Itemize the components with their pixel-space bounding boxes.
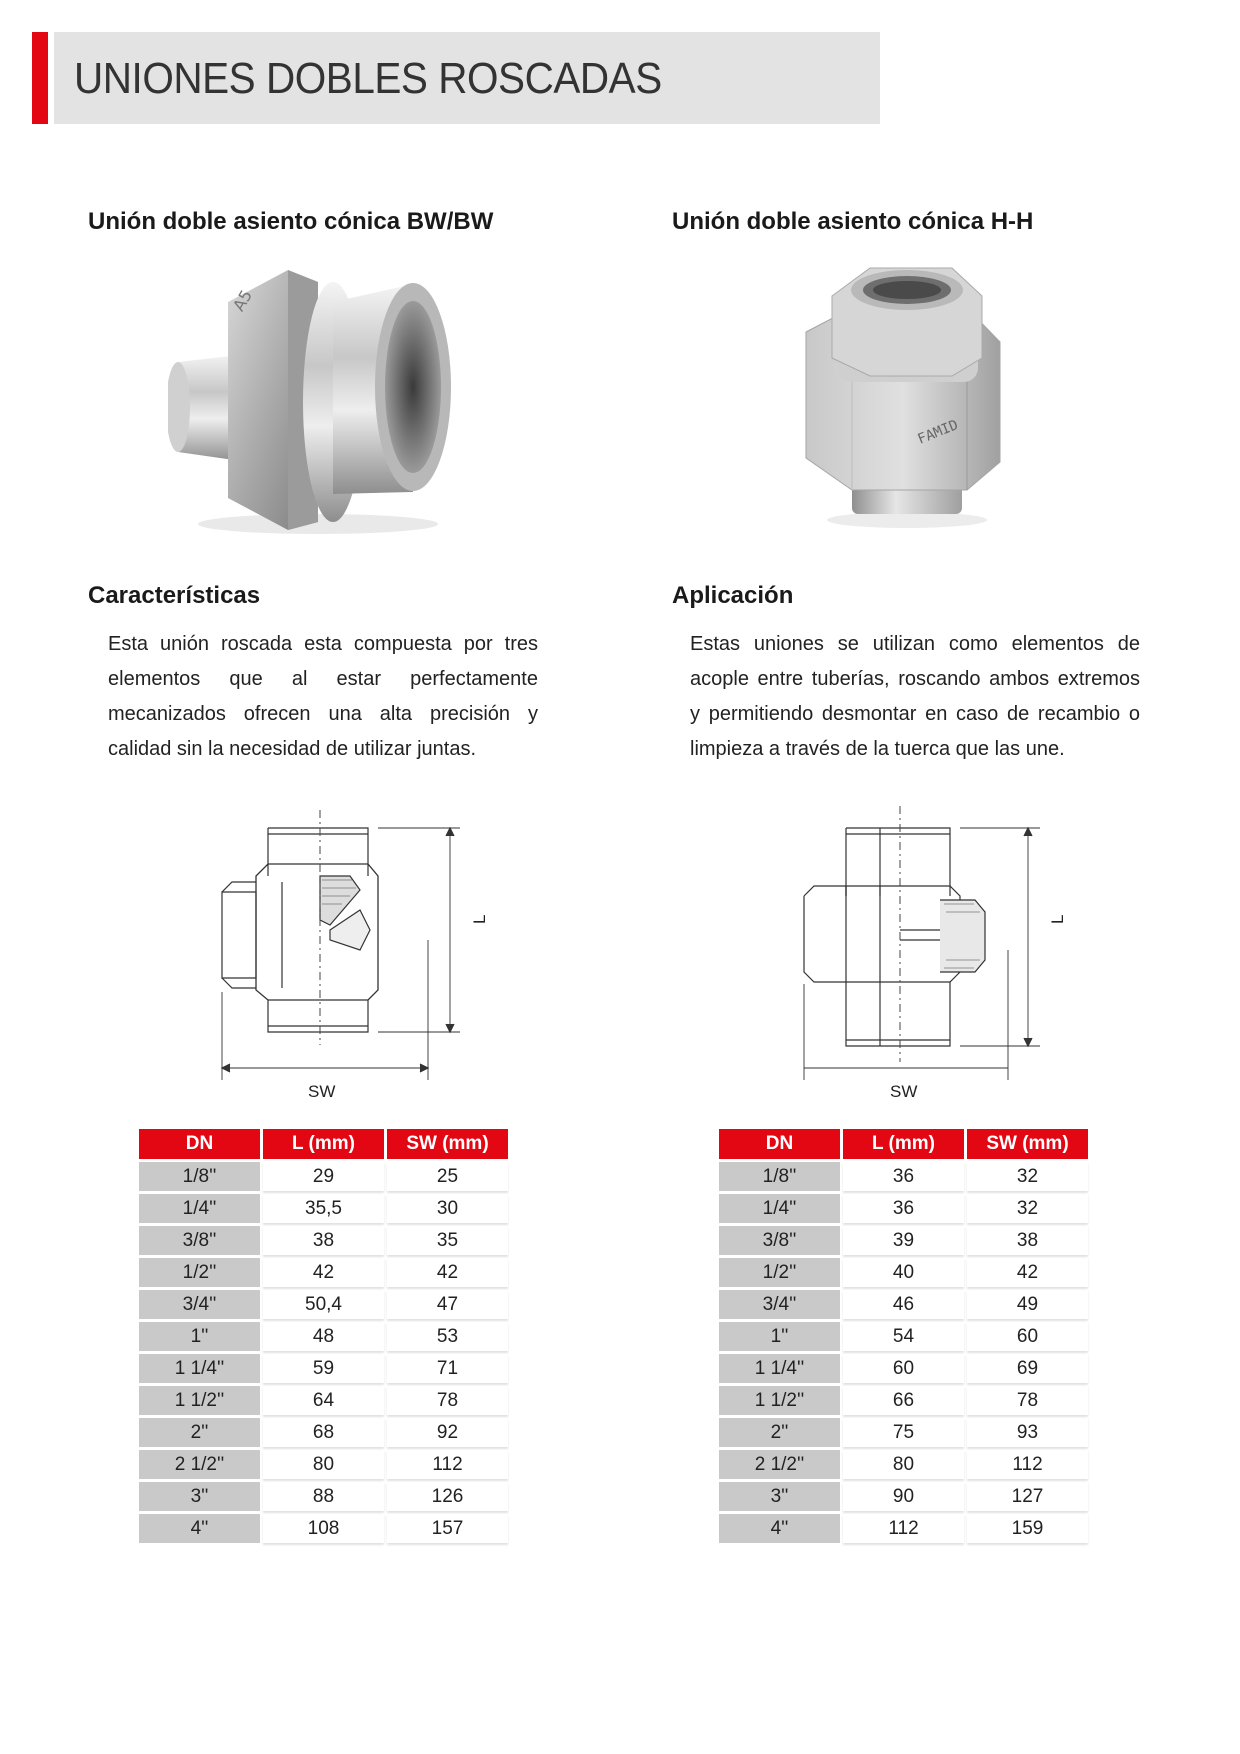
table-cell-sw: 69 xyxy=(967,1354,1088,1383)
table-cell-dn: 2'' xyxy=(719,1418,840,1447)
table-cell-sw: 47 xyxy=(387,1290,508,1319)
table-row xyxy=(139,1514,508,1543)
table-header: SW (mm) xyxy=(967,1129,1088,1159)
table-cell-l: 75 xyxy=(843,1418,964,1447)
table-cell-l: 42 xyxy=(263,1258,384,1287)
left-section-title: Características xyxy=(88,582,261,609)
table-cell-sw: 42 xyxy=(967,1258,1088,1287)
table-cell-l: 29 xyxy=(263,1162,384,1191)
table-cell-sw: 60 xyxy=(967,1322,1088,1351)
table-row xyxy=(139,1162,508,1191)
table-row xyxy=(139,1290,508,1319)
table-row xyxy=(719,1482,1088,1511)
table-cell-sw: 78 xyxy=(967,1386,1088,1415)
table-cell-sw: 78 xyxy=(387,1386,508,1415)
table-cell-dn: 2 1/2'' xyxy=(139,1450,260,1479)
table-cell-l: 36 xyxy=(843,1194,964,1223)
table-cell-sw: 159 xyxy=(967,1514,1088,1543)
table-cell-dn: 1/8'' xyxy=(719,1162,840,1191)
table-cell-l: 50,4 xyxy=(263,1290,384,1319)
table-cell-l: 108 xyxy=(263,1514,384,1543)
table-cell-sw: 49 xyxy=(967,1290,1088,1319)
table-cell-l: 64 xyxy=(263,1386,384,1415)
table-cell-sw: 53 xyxy=(387,1322,508,1351)
table-cell-l: 46 xyxy=(843,1290,964,1319)
table-cell-l: 36 xyxy=(843,1162,964,1191)
table-cell-dn: 1/8'' xyxy=(139,1162,260,1191)
table-cell-sw: 126 xyxy=(387,1482,508,1511)
table-cell-dn: 1 1/4'' xyxy=(719,1354,840,1383)
table-row xyxy=(719,1290,1088,1319)
table-cell-l: 39 xyxy=(843,1226,964,1255)
table-cell-sw: 127 xyxy=(967,1482,1088,1511)
table-row xyxy=(719,1258,1088,1287)
table-cell-dn: 1/4'' xyxy=(139,1194,260,1223)
table-row xyxy=(139,1418,508,1447)
right-dimension-sw-label: SW xyxy=(890,1082,918,1101)
header-accent-bar xyxy=(32,32,48,124)
table-cell-l: 54 xyxy=(843,1322,964,1351)
table-cell-l: 60 xyxy=(843,1354,964,1383)
table-cell-sw: 112 xyxy=(387,1450,508,1479)
table-cell-l: 38 xyxy=(263,1226,384,1255)
table-row xyxy=(139,1450,508,1479)
table-header: L (mm) xyxy=(263,1129,384,1159)
left-description: Esta unión roscada esta compuesta por tres elementos que al estar perfectamente mecanizados ofrecen una alta precisión y calidad sin la necesidad de utilizar juntas. xyxy=(108,633,538,760)
table-cell-dn: 2 1/2'' xyxy=(719,1450,840,1479)
table-cell-dn: 1/2'' xyxy=(139,1258,260,1287)
table-row xyxy=(139,1354,508,1383)
page-title: UNIONES DOBLES ROSCADAS xyxy=(74,54,662,103)
table-row xyxy=(719,1418,1088,1447)
table-cell-dn: 3'' xyxy=(139,1482,260,1511)
table-cell-dn: 1 1/2'' xyxy=(139,1386,260,1415)
table-cell-sw: 32 xyxy=(967,1162,1088,1191)
table-cell-sw: 42 xyxy=(387,1258,508,1287)
table-cell-dn: 3/4'' xyxy=(139,1290,260,1319)
left-product-title: Unión doble asiento cónica BW/BW xyxy=(88,208,494,235)
right-product-title: Unión doble asiento cónica H-H xyxy=(672,208,1034,235)
table-header: L (mm) xyxy=(843,1129,964,1159)
table-header: DN xyxy=(139,1129,260,1159)
table-cell-sw: 32 xyxy=(967,1194,1088,1223)
table-row xyxy=(139,1194,508,1223)
table-cell-dn: 3/4'' xyxy=(719,1290,840,1319)
left-spec-table-wrap xyxy=(136,1126,511,1546)
table-cell-sw: 157 xyxy=(387,1514,508,1543)
photo-marking: FAMID xyxy=(915,417,961,448)
table-cell-dn: 3/8'' xyxy=(719,1226,840,1255)
table-cell-sw: 92 xyxy=(387,1418,508,1447)
table-row xyxy=(719,1386,1088,1415)
right-spec-table-wrap xyxy=(716,1126,1091,1546)
left-product-photo xyxy=(168,262,458,540)
table-cell-dn: 3'' xyxy=(719,1482,840,1511)
table-row xyxy=(139,1322,508,1351)
right-spec-table xyxy=(716,1126,1091,1546)
table-cell-dn: 2'' xyxy=(139,1418,260,1447)
table-cell-l: 68 xyxy=(263,1418,384,1447)
right-section-title: Aplicación xyxy=(672,582,794,609)
right-product-photo xyxy=(792,262,1012,530)
table-row xyxy=(719,1194,1088,1223)
left-spec-table xyxy=(136,1126,511,1546)
table-row xyxy=(719,1322,1088,1351)
table-cell-l: 35,5 xyxy=(263,1194,384,1223)
table-row xyxy=(139,1258,508,1287)
table-cell-dn: 1'' xyxy=(139,1322,260,1351)
table-cell-dn: 1 1/4'' xyxy=(139,1354,260,1383)
left-technical-drawing xyxy=(210,800,490,1100)
table-cell-dn: 1/4'' xyxy=(719,1194,840,1223)
table-cell-l: 80 xyxy=(843,1450,964,1479)
left-dimension-l-label: L xyxy=(470,914,489,924)
table-cell-sw: 71 xyxy=(387,1354,508,1383)
table-cell-dn: 4'' xyxy=(139,1514,260,1543)
table-cell-l: 48 xyxy=(263,1322,384,1351)
svg-text:A5: A5 xyxy=(229,286,257,315)
table-row xyxy=(139,1386,508,1415)
table-row xyxy=(139,1482,508,1511)
table-cell-sw: 25 xyxy=(387,1162,508,1191)
table-header: SW (mm) xyxy=(387,1129,508,1159)
right-dimension-l-label: L xyxy=(1048,914,1067,924)
table-cell-dn: 1 1/2'' xyxy=(719,1386,840,1415)
table-cell-l: 59 xyxy=(263,1354,384,1383)
right-technical-drawing xyxy=(790,800,1070,1100)
table-cell-sw: 35 xyxy=(387,1226,508,1255)
table-cell-sw: 93 xyxy=(967,1418,1088,1447)
table-cell-l: 80 xyxy=(263,1450,384,1479)
table-cell-sw: 30 xyxy=(387,1194,508,1223)
table-row xyxy=(139,1226,508,1255)
table-cell-l: 90 xyxy=(843,1482,964,1511)
table-cell-l: 40 xyxy=(843,1258,964,1287)
table-row xyxy=(719,1226,1088,1255)
table-cell-dn: 3/8'' xyxy=(139,1226,260,1255)
table-cell-l: 112 xyxy=(843,1514,964,1543)
left-dimension-sw-label: SW xyxy=(308,1082,336,1101)
table-row xyxy=(719,1354,1088,1383)
table-row xyxy=(719,1162,1088,1191)
table-cell-dn: 4'' xyxy=(719,1514,840,1543)
table-cell-sw: 38 xyxy=(967,1226,1088,1255)
table-header: DN xyxy=(719,1129,840,1159)
table-cell-l: 66 xyxy=(843,1386,964,1415)
table-cell-dn: 1/2'' xyxy=(719,1258,840,1287)
table-cell-dn: 1'' xyxy=(719,1322,840,1351)
table-row xyxy=(719,1450,1088,1479)
table-cell-l: 88 xyxy=(263,1482,384,1511)
table-cell-sw: 112 xyxy=(967,1450,1088,1479)
table-row xyxy=(719,1514,1088,1543)
right-description: Estas uniones se utilizan como elementos de acople entre tuberías, roscando ambos extremos y permitiendo desmontar en caso de recambio o limpieza a través de la tuerca que las une. xyxy=(690,633,1140,760)
